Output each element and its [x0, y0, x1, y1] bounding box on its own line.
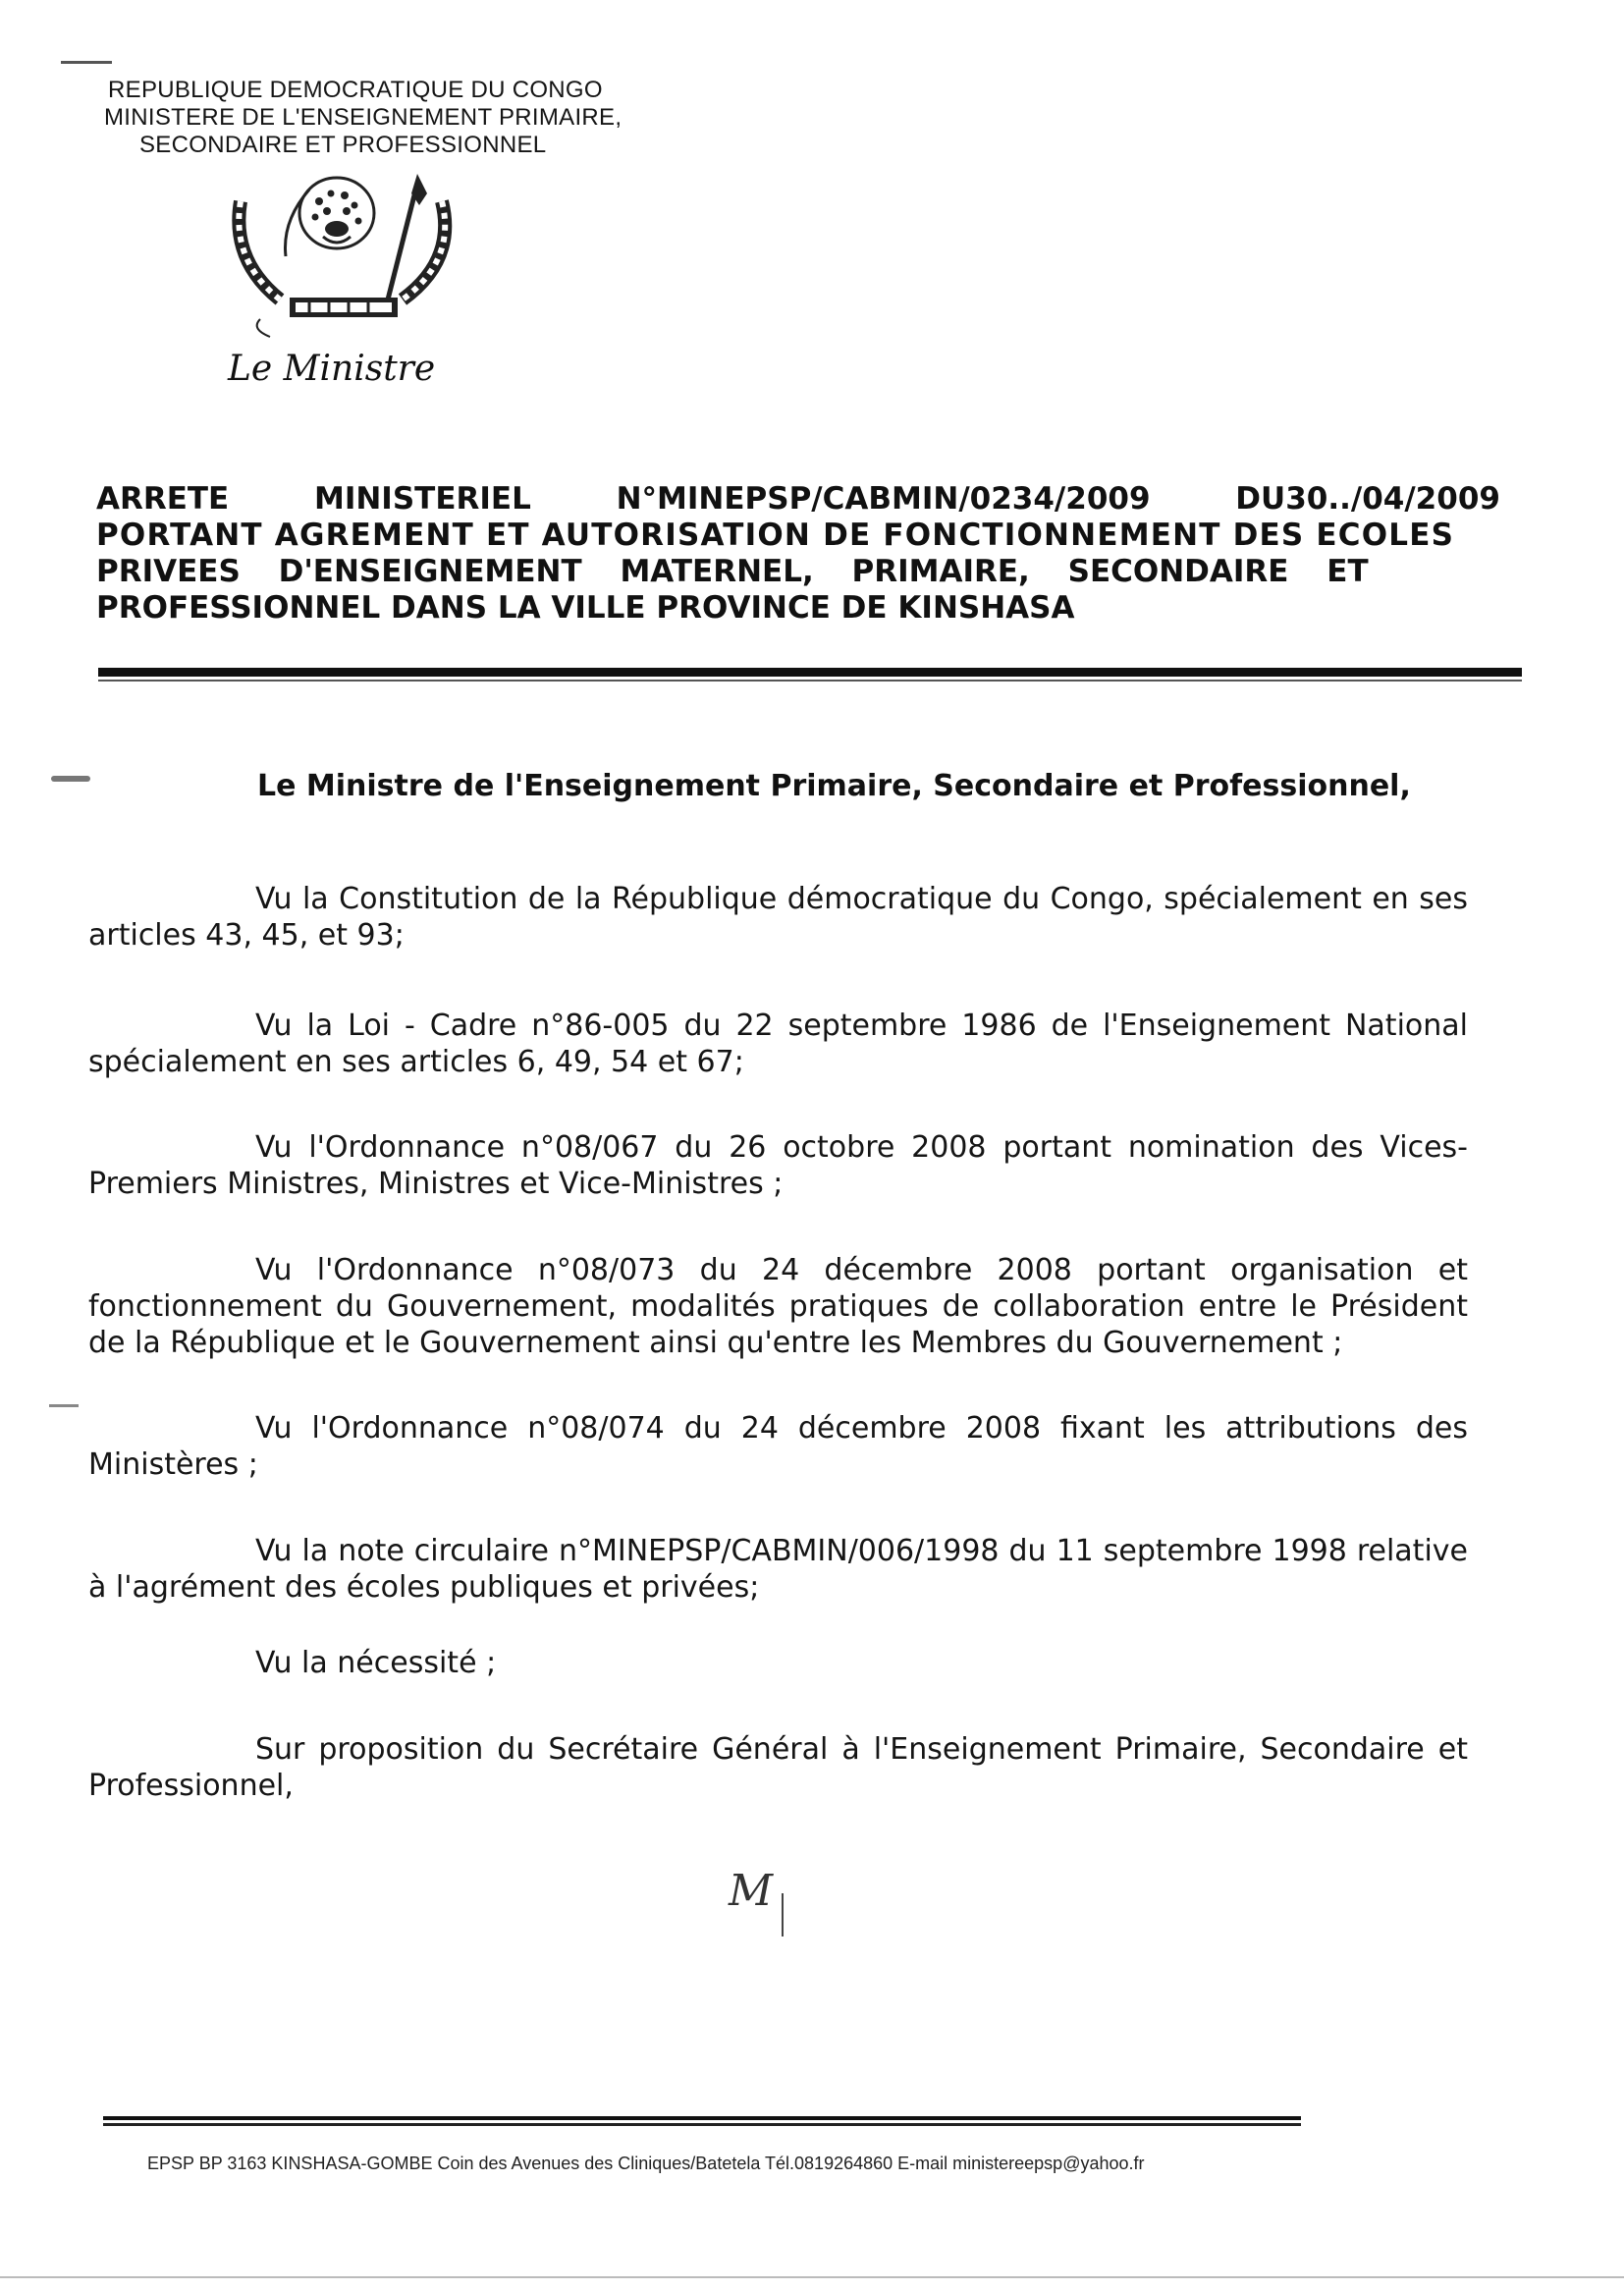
decree-number: N°MINEPSP/CABMIN/0234/2009 [616, 481, 1151, 517]
paragraph-ordonnance-067 [88, 1129, 1468, 1202]
decree-title [96, 481, 1500, 627]
paragraph-text: Vu la Constitution de la République démocratique du Congo, spécialement en ses articles 43, 45, et 93; [88, 882, 1468, 953]
paragraph-constitution [88, 881, 1468, 954]
paragraph-text: Vu la note circulaire n°MINEPSP/CABMIN/006/1998 du 11 septembre 1998 relative à l'agrément des écoles publiques et privées; [88, 1534, 1468, 1605]
paragraph-ordonnance-074 [88, 1410, 1468, 1483]
title-underline-secondary [98, 680, 1522, 682]
title-underline [98, 668, 1522, 677]
minister-signature-title: Le Ministre [228, 349, 436, 389]
paragraph-text: Vu l'Ordonnance n°08/073 du 24 décembre 2008 portant organisation et fonctionnement du Gouvernement, modalités pratiques de collaboration entre le Président de la République et le Gouvernement ainsi qu'entre les Membres du Gouvernement ; [88, 1253, 1468, 1360]
margin-mark [49, 1404, 79, 1407]
ministry-line-1: MINISTERE DE L'ENSEIGNEMENT PRIMAIRE, [104, 104, 623, 131]
decree-date: DU30../04/2009 [1235, 481, 1500, 517]
paragraph-text: Vu la Loi - Cadre n°86-005 du 22 septembre 1986 de l'Enseignement National spécialement en ses articles 6, 49, 54 et 67; [88, 1009, 1468, 1079]
title-line-3: PRIVEES D'ENSEIGNEMENT MATERNEL, PRIMAIRE, SECONDAIRE ET [96, 554, 1369, 589]
ministry-line-2: SECONDAIRE ET PROFESSIONNEL [139, 132, 547, 158]
scan-edge [0, 2276, 1624, 2278]
footer-rule [103, 2116, 1301, 2120]
paragraph-note-circulaire [88, 1533, 1468, 1606]
minister-heading: Le Ministre de l'Enseignement Primaire, Secondaire et Professionnel, [257, 769, 1411, 803]
paragraph-necessite [88, 1645, 1468, 1681]
coat-of-arms-icon [221, 172, 476, 339]
footer-rule-secondary [103, 2123, 1301, 2126]
paragraph-text: Vu l'Ordonnance n°08/074 du 24 décembre 2008 fixant les attributions des Ministères ; [88, 1411, 1468, 1482]
paragraph-loi-cadre [88, 1008, 1468, 1080]
paragraph-text: Vu la nécessité ; [255, 1646, 497, 1680]
paragraph-text: Sur proposition du Secrétaire Général à l'Enseignement Primaire, Secondaire et Professionnel, [88, 1732, 1468, 1803]
initials-stroke [782, 1893, 784, 1936]
title-line-2: PORTANT AGREMENT ET AUTORISATION DE FONCTIONNEMENT DES ECOLES [96, 518, 1455, 553]
title-word-ministeriel: MINISTERIEL [313, 481, 531, 517]
margin-mark [61, 61, 112, 64]
paragraph-text: Vu l'Ordonnance n°08/067 du 26 octobre 2008 portant nomination des Vices-Premiers Ministres, Ministres et Vice-Ministres ; [88, 1130, 1468, 1201]
paragraph-ordonnance-073 [88, 1252, 1468, 1361]
handwritten-initials: M [729, 1866, 774, 1916]
title-line-4: PROFESSIONNEL DANS LA VILLE PROVINCE DE KINSHASA [96, 590, 1075, 626]
title-line-1 [96, 481, 1500, 518]
country-name: REPUBLIQUE DEMOCRATIQUE DU CONGO [108, 77, 603, 103]
title-word-arrete: ARRETE [96, 481, 230, 517]
margin-mark [51, 776, 90, 782]
footer-address: EPSP BP 3163 KINSHASA-GOMBE Coin des Avenues des Cliniques/Batetela Tél.0819264860 E-mail ministereepsp@yahoo.fr [147, 2154, 1145, 2173]
paragraph-proposition [88, 1731, 1468, 1804]
